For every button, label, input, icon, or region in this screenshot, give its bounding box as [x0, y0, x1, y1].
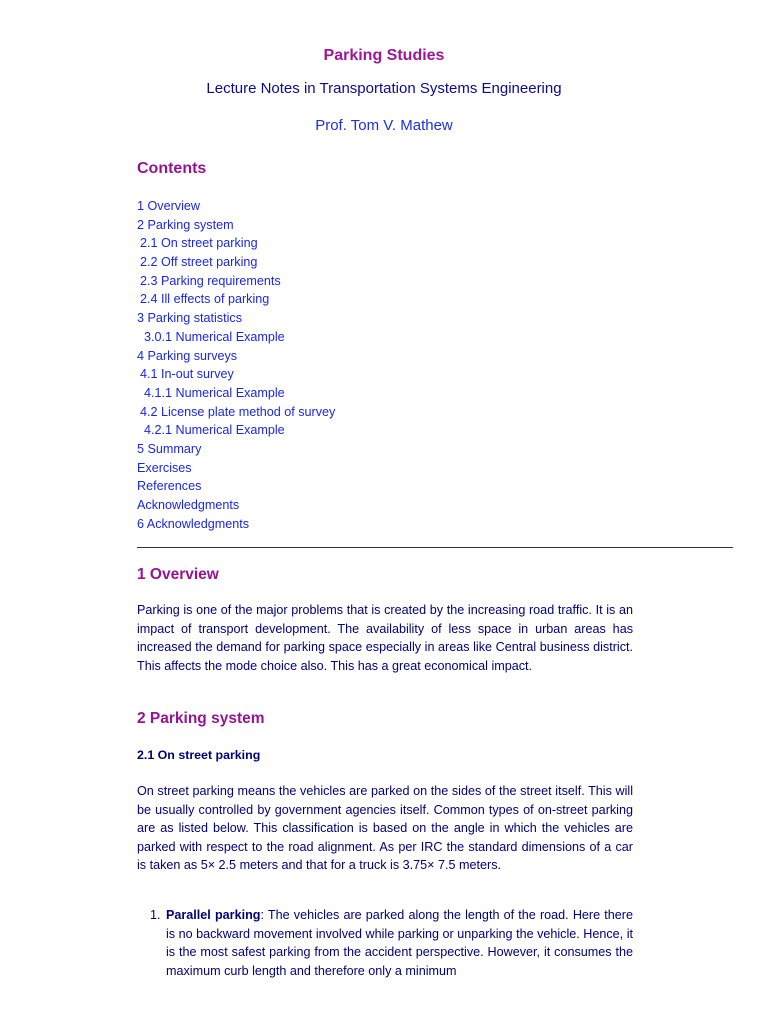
toc-item[interactable] [137, 365, 335, 384]
overview-paragraph: Parking is one of the major problems that is created by the increasing road traffic. It is an impact of transport development. The availability of less space in urban areas has increased the demand for parking space especially in areas like Central business district. This affects the mode choice also. This has a great economical impact. [137, 603, 633, 673]
toc-item[interactable] [137, 421, 335, 440]
table-of-contents [137, 197, 335, 533]
section-heading-parking-system: 2 Parking system [137, 710, 265, 727]
toc-item[interactable] [137, 272, 335, 291]
document-subtitle: Lecture Notes in Transportation Systems Engineering [206, 80, 562, 97]
toc-item[interactable] [137, 347, 335, 366]
list-item-number: 1. [150, 908, 161, 922]
toc-item[interactable] [137, 403, 335, 422]
toc-link-overview[interactable]: 1 Overview [137, 199, 200, 213]
toc-link-numerical-example-411[interactable]: 4.1.1 Numerical Example [144, 385, 285, 400]
toc-item[interactable] [137, 234, 335, 253]
contents-heading: Contents [137, 160, 207, 177]
horizontal-rule [137, 547, 733, 548]
toc-link-summary[interactable]: 5 Summary [137, 441, 202, 456]
on-street-paragraph: On street parking means the vehicles are parked on the sides of the street itself. This will be usually controlled by government agencies itself. Common types of on-street parking are as listed below. This classification is based on the angle in which the vehicles are parked with respect to the road alignment. As per IRC the standard dimensions of a car is taken as 5× 2.5 meters and that for a truck is 3.75× 7.5 meters. [137, 784, 633, 873]
toc-item[interactable] [137, 459, 335, 478]
toc-link-exercises[interactable]: Exercises [137, 460, 192, 475]
toc-item[interactable] [137, 290, 335, 309]
list-item-text: : The vehicles are parked along the length of the road. Here there is no backward movement involved while parking or unparking the vehicle. Hence, it is the most safest parking from the accident perspective. However, it consumes the maximum curb length and therefore only a minimum [166, 908, 633, 978]
toc-link-in-out-survey[interactable]: 4.1 In-out survey [140, 367, 234, 382]
toc-link-parking-system[interactable]: 2 Parking system [137, 217, 234, 232]
toc-link-off-street-parking[interactable]: 2.2 Off street parking [140, 255, 258, 270]
list-item-term: Parallel parking [166, 908, 261, 922]
toc-item[interactable] [137, 440, 335, 459]
toc-link-acknowledgments[interactable]: Acknowledgments [137, 498, 240, 512]
toc-item[interactable] [137, 384, 335, 403]
toc-link-parking-requirements[interactable]: 2.3 Parking requirements [140, 273, 281, 288]
toc-link-references[interactable]: References [137, 479, 202, 494]
toc-item[interactable] [137, 477, 335, 496]
toc-item[interactable] [137, 328, 335, 347]
toc-item[interactable] [137, 253, 335, 272]
toc-link-license-plate-method[interactable]: 4.2 License plate method of survey [140, 404, 336, 419]
list-item [137, 906, 633, 980]
toc-item[interactable] [137, 309, 335, 328]
toc-link-acknowledgments-6[interactable]: 6 Acknowledgments [137, 516, 250, 531]
document-title: Parking Studies [323, 47, 445, 64]
subsection-heading-on-street-parking: 2.1 On street parking [137, 748, 261, 762]
toc-item[interactable] [137, 496, 335, 515]
section-heading-overview: 1 Overview [137, 566, 219, 583]
toc-link-numerical-example-421[interactable]: 4.2.1 Numerical Example [144, 423, 285, 438]
parking-types-list [137, 906, 633, 980]
toc-item[interactable] [137, 197, 335, 216]
toc-item[interactable] [137, 515, 335, 534]
toc-link-on-street-parking[interactable]: 2.1 On street parking [140, 236, 258, 251]
toc-item[interactable] [137, 216, 335, 235]
toc-link-parking-surveys[interactable]: 4 Parking surveys [137, 348, 238, 363]
toc-link-parking-statistics[interactable]: 3 Parking statistics [137, 311, 242, 326]
toc-link-numerical-example-301[interactable]: 3.0.1 Numerical Example [144, 329, 285, 344]
toc-link-ill-effects[interactable]: 2.4 Ill effects of parking [140, 292, 270, 307]
document-author[interactable]: Prof. Tom V. Mathew [315, 117, 453, 134]
